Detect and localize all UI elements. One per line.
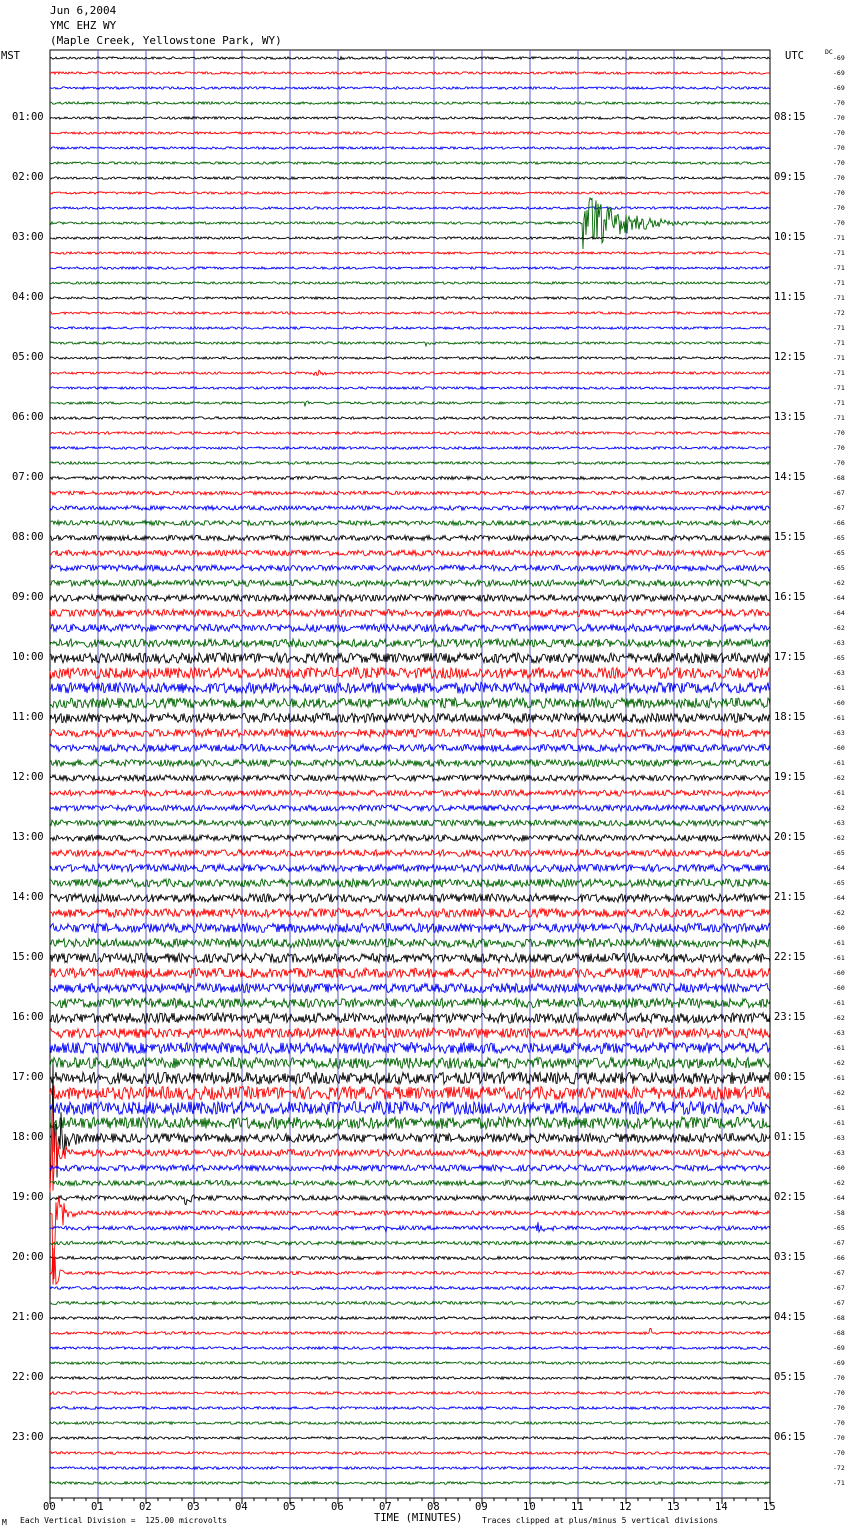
seismic-trace bbox=[50, 698, 770, 708]
seismic-trace bbox=[50, 805, 770, 811]
dc-offset-label: -71 bbox=[833, 249, 845, 257]
mst-hour-label: 05:00 bbox=[12, 351, 44, 363]
dc-offset-label: -72 bbox=[833, 1464, 845, 1472]
seismic-trace bbox=[50, 1392, 770, 1395]
utc-hour-label: 09:15 bbox=[774, 171, 806, 183]
seismic-trace bbox=[50, 653, 770, 663]
seismic-trace bbox=[50, 72, 770, 74]
dc-offset-label: -63 bbox=[833, 819, 845, 827]
seismic-trace bbox=[50, 850, 770, 857]
dc-offset-label: -70 bbox=[833, 459, 845, 467]
seismic-trace bbox=[50, 267, 770, 269]
seismic-trace bbox=[50, 237, 770, 239]
utc-hour-label: 11:15 bbox=[774, 291, 806, 303]
dc-offset-label: -71 bbox=[833, 354, 845, 362]
utc-hour-label: 00:15 bbox=[774, 1071, 806, 1083]
seismic-trace bbox=[50, 909, 770, 918]
seismic-trace bbox=[50, 744, 770, 751]
seismic-trace bbox=[50, 1302, 770, 1305]
seismic-trace bbox=[50, 864, 770, 871]
seismic-trace bbox=[50, 1072, 770, 1084]
scale-note: Each Vertical Division = 125.00 microvolts bbox=[20, 1516, 228, 1525]
utc-hour-label: 02:15 bbox=[774, 1191, 806, 1203]
dc-offset-label: -70 bbox=[833, 144, 845, 152]
seismic-trace bbox=[50, 1058, 770, 1069]
seismic-trace bbox=[50, 370, 770, 375]
dc-offset-label: -61 bbox=[833, 1119, 845, 1127]
x-tick-label: 09 bbox=[475, 1501, 488, 1513]
dc-offset-label: -63 bbox=[833, 1029, 845, 1037]
dc-offset-label: -60 bbox=[833, 969, 845, 977]
utc-hour-label: 12:15 bbox=[774, 351, 806, 363]
seismic-trace bbox=[50, 87, 770, 89]
x-tick-label: 05 bbox=[283, 1501, 296, 1513]
dc-offset-label: -60 bbox=[833, 924, 845, 932]
seismic-trace bbox=[50, 1180, 770, 1185]
utc-hour-label: 15:15 bbox=[774, 531, 806, 543]
seismic-trace bbox=[50, 1377, 770, 1380]
dc-offset-label: -71 bbox=[833, 324, 845, 332]
dc-offset-label: -67 bbox=[833, 504, 845, 512]
utc-hour-label: 20:15 bbox=[774, 831, 806, 843]
seismic-trace bbox=[50, 565, 770, 571]
dc-offset-label: -71 bbox=[833, 339, 845, 347]
seismic-trace bbox=[50, 57, 770, 60]
dc-offset-label: -72 bbox=[833, 309, 845, 317]
dc-offset-label: -61 bbox=[833, 1074, 845, 1082]
mst-hour-label: 20:00 bbox=[12, 1251, 44, 1263]
dc-offset-label: -70 bbox=[833, 1434, 845, 1442]
dc-offset-label: -61 bbox=[833, 789, 845, 797]
seismic-trace bbox=[50, 1482, 770, 1485]
x-tick-label: 08 bbox=[427, 1501, 440, 1513]
utc-hour-label: 16:15 bbox=[774, 591, 806, 603]
mst-hour-label: 21:00 bbox=[12, 1311, 44, 1323]
x-tick-label: 15 bbox=[763, 1501, 776, 1513]
seismic-trace bbox=[50, 102, 770, 104]
dc-offset-label: -71 bbox=[833, 414, 845, 422]
seismic-trace bbox=[50, 207, 770, 209]
dc-axis-title: DC bbox=[825, 48, 833, 56]
dc-offset-label: -70 bbox=[833, 1389, 845, 1397]
dc-offset-label: -70 bbox=[833, 114, 845, 122]
dc-offset-label: -69 bbox=[833, 69, 845, 77]
dc-offset-label: -61 bbox=[833, 999, 845, 1007]
dc-offset-label: -71 bbox=[833, 384, 845, 392]
seismic-trace bbox=[50, 1197, 770, 1285]
seismic-trace bbox=[50, 1222, 770, 1232]
dc-offset-label: -62 bbox=[833, 624, 845, 632]
seismic-trace bbox=[50, 491, 770, 495]
seismic-trace bbox=[50, 1256, 770, 1259]
seismic-trace bbox=[50, 790, 770, 796]
dc-offset-label: -62 bbox=[833, 1059, 845, 1067]
dc-offset-label: -60 bbox=[833, 744, 845, 752]
right-axis-title: UTC bbox=[785, 50, 804, 62]
dc-offset-label: -70 bbox=[833, 204, 845, 212]
mst-hour-label: 17:00 bbox=[12, 1071, 44, 1083]
seismic-trace bbox=[50, 1063, 770, 1177]
utc-hour-label: 23:15 bbox=[774, 1011, 806, 1023]
dc-offset-label: -61 bbox=[833, 684, 845, 692]
seismic-trace bbox=[50, 1452, 770, 1455]
seismic-trace bbox=[50, 1422, 770, 1425]
dc-offset-label: -68 bbox=[833, 1329, 845, 1337]
seismic-trace bbox=[50, 401, 770, 406]
dc-offset-label: -58 bbox=[833, 1209, 845, 1217]
seismic-trace bbox=[50, 282, 770, 284]
dc-offset-label: -64 bbox=[833, 609, 845, 617]
dc-offset-label: -69 bbox=[833, 1359, 845, 1367]
mst-hour-label: 22:00 bbox=[12, 1371, 44, 1383]
seismic-trace bbox=[50, 1467, 770, 1470]
dc-offset-label: -67 bbox=[833, 1239, 845, 1247]
mst-hour-label: 23:00 bbox=[12, 1431, 44, 1443]
dc-offset-label: -65 bbox=[833, 564, 845, 572]
header-date: Jun 6,2004 bbox=[50, 4, 117, 17]
x-tick-label: 11 bbox=[571, 1501, 584, 1513]
seismic-trace bbox=[50, 312, 770, 314]
seismic-trace bbox=[50, 1347, 770, 1350]
dc-offset-label: -70 bbox=[833, 174, 845, 182]
seismic-trace bbox=[50, 953, 770, 962]
utc-hour-label: 17:15 bbox=[774, 651, 806, 663]
seismic-trace bbox=[50, 713, 770, 723]
utc-hour-label: 13:15 bbox=[774, 411, 806, 423]
seismic-trace bbox=[50, 923, 770, 932]
seismic-trace bbox=[50, 1087, 770, 1100]
dc-offset-label: -61 bbox=[833, 1044, 845, 1052]
x-tick-label: 10 bbox=[523, 1501, 536, 1513]
seismic-trace bbox=[50, 820, 770, 826]
dc-offset-label: -61 bbox=[833, 714, 845, 722]
x-tick-label: 00 bbox=[43, 1501, 56, 1513]
dc-offset-label: -62 bbox=[833, 1014, 845, 1022]
dc-offset-label: -64 bbox=[833, 594, 845, 602]
footer-mark: M bbox=[2, 1518, 7, 1527]
dc-offset-label: -60 bbox=[833, 1164, 845, 1172]
dc-offset-label: -70 bbox=[833, 1419, 845, 1427]
seismic-trace bbox=[50, 297, 770, 299]
dc-offset-label: -67 bbox=[833, 1269, 845, 1277]
mst-hour-label: 13:00 bbox=[12, 831, 44, 843]
seismic-trace bbox=[50, 327, 770, 329]
dc-offset-label: -62 bbox=[833, 579, 845, 587]
header-location: (Maple Creek, Yellowstone Park, WY) bbox=[50, 34, 282, 47]
dc-offset-label: -71 bbox=[833, 279, 845, 287]
dc-offset-label: -71 bbox=[833, 399, 845, 407]
utc-hour-label: 22:15 bbox=[774, 951, 806, 963]
mst-hour-label: 01:00 bbox=[12, 111, 44, 123]
utc-hour-label: 21:15 bbox=[774, 891, 806, 903]
seismic-trace bbox=[50, 1013, 770, 1023]
dc-offset-label: -70 bbox=[833, 1449, 845, 1457]
seismic-trace bbox=[50, 1195, 770, 1205]
mst-hour-label: 04:00 bbox=[12, 291, 44, 303]
mst-hour-label: 12:00 bbox=[12, 771, 44, 783]
utc-hour-label: 18:15 bbox=[774, 711, 806, 723]
dc-offset-label: -65 bbox=[833, 849, 845, 857]
mst-hour-label: 03:00 bbox=[12, 231, 44, 243]
mst-hour-label: 10:00 bbox=[12, 651, 44, 663]
dc-offset-label: -62 bbox=[833, 1089, 845, 1097]
seismic-trace bbox=[50, 1102, 770, 1115]
utc-hour-label: 10:15 bbox=[774, 231, 806, 243]
dc-offset-label: -64 bbox=[833, 894, 845, 902]
seismic-trace bbox=[50, 609, 770, 616]
seismic-trace bbox=[50, 580, 770, 586]
dc-offset-label: -62 bbox=[833, 834, 845, 842]
seismic-trace bbox=[50, 357, 770, 359]
seismic-trace bbox=[50, 1407, 770, 1410]
dc-offset-label: -62 bbox=[833, 774, 845, 782]
dc-offset-label: -60 bbox=[833, 984, 845, 992]
dc-offset-label: -69 bbox=[833, 84, 845, 92]
dc-offset-label: -63 bbox=[833, 669, 845, 677]
seismic-trace bbox=[50, 521, 770, 526]
header-station: YMC EHZ WY bbox=[50, 19, 117, 32]
mst-hour-label: 06:00 bbox=[12, 411, 44, 423]
seismic-trace bbox=[50, 1248, 770, 1284]
seismic-trace bbox=[50, 879, 770, 887]
seismic-trace bbox=[50, 117, 770, 119]
dc-offset-label: -63 bbox=[833, 1134, 845, 1142]
seismic-trace bbox=[50, 252, 770, 254]
dc-offset-label: -65 bbox=[833, 534, 845, 542]
left-axis-title: MST bbox=[1, 50, 20, 62]
dc-offset-label: -71 bbox=[833, 294, 845, 302]
utc-hour-label: 05:15 bbox=[774, 1371, 806, 1383]
seismic-trace bbox=[50, 342, 770, 346]
x-tick-label: 12 bbox=[619, 1501, 632, 1513]
seismic-trace bbox=[50, 894, 770, 902]
seismic-trace bbox=[50, 147, 770, 149]
mst-hour-label: 18:00 bbox=[12, 1131, 44, 1143]
mst-hour-label: 02:00 bbox=[12, 171, 44, 183]
seismic-trace bbox=[50, 1165, 770, 1171]
dc-offset-label: -61 bbox=[833, 1104, 845, 1112]
utc-hour-label: 14:15 bbox=[774, 471, 806, 483]
seismic-trace bbox=[50, 1117, 770, 1129]
seismic-trace bbox=[50, 1437, 770, 1440]
dc-offset-label: -65 bbox=[833, 654, 845, 662]
seismic-trace bbox=[50, 775, 770, 781]
x-tick-label: 06 bbox=[331, 1501, 344, 1513]
utc-hour-label: 06:15 bbox=[774, 1431, 806, 1443]
dc-offset-label: -64 bbox=[833, 1194, 845, 1202]
seismic-trace bbox=[50, 1317, 770, 1320]
seismic-trace bbox=[50, 1028, 770, 1038]
seismic-trace bbox=[50, 668, 770, 679]
dc-offset-label: -61 bbox=[833, 939, 845, 947]
utc-hour-label: 03:15 bbox=[774, 1251, 806, 1263]
dc-offset-label: -63 bbox=[833, 729, 845, 737]
seismic-trace bbox=[50, 1043, 770, 1054]
utc-hour-label: 08:15 bbox=[774, 111, 806, 123]
seismic-trace bbox=[50, 417, 770, 420]
dc-offset-label: -62 bbox=[833, 909, 845, 917]
dc-offset-label: -70 bbox=[833, 99, 845, 107]
mst-hour-label: 11:00 bbox=[12, 711, 44, 723]
dc-offset-label: -65 bbox=[833, 879, 845, 887]
dc-offset-label: -71 bbox=[833, 1479, 845, 1487]
dc-offset-label: -71 bbox=[833, 234, 845, 242]
utc-hour-label: 04:15 bbox=[774, 1311, 806, 1323]
seismic-trace bbox=[50, 639, 770, 647]
dc-offset-label: -70 bbox=[833, 189, 845, 197]
seismic-trace bbox=[50, 550, 770, 556]
seismic-trace bbox=[50, 476, 770, 479]
dc-offset-label: -62 bbox=[833, 1179, 845, 1187]
dc-offset-label: -65 bbox=[833, 1224, 845, 1232]
clip-note: Traces clipped at plus/minus 5 vertical divisions bbox=[482, 1516, 719, 1525]
seismic-trace bbox=[50, 835, 770, 841]
seismic-trace bbox=[50, 760, 770, 767]
x-tick-label: 04 bbox=[235, 1501, 248, 1513]
dc-offset-label: -66 bbox=[833, 519, 845, 527]
dc-offset-label: -60 bbox=[833, 699, 845, 707]
mst-hour-label: 15:00 bbox=[12, 951, 44, 963]
dc-offset-label: -62 bbox=[833, 804, 845, 812]
seismic-trace bbox=[50, 432, 770, 435]
seismic-trace bbox=[50, 162, 770, 164]
x-tick-label: 02 bbox=[139, 1501, 152, 1513]
dc-offset-label: -63 bbox=[833, 639, 845, 647]
seismic-trace bbox=[50, 462, 770, 465]
seismic-trace bbox=[50, 683, 770, 694]
mst-hour-label: 08:00 bbox=[12, 531, 44, 543]
utc-hour-label: 01:15 bbox=[774, 1131, 806, 1143]
seismic-trace bbox=[50, 595, 770, 602]
seismic-trace bbox=[50, 939, 770, 948]
x-tick-label: 13 bbox=[667, 1501, 680, 1513]
seismic-trace bbox=[50, 983, 770, 992]
dc-offset-label: -69 bbox=[833, 1344, 845, 1352]
dc-offset-label: -66 bbox=[833, 1254, 845, 1262]
x-tick-label: 01 bbox=[91, 1501, 104, 1513]
seismic-trace bbox=[50, 192, 770, 194]
seismic-trace bbox=[50, 387, 770, 389]
seismic-trace bbox=[50, 1328, 770, 1334]
mst-hour-label: 07:00 bbox=[12, 471, 44, 483]
dc-offset-label: -65 bbox=[833, 549, 845, 557]
dc-offset-label: -67 bbox=[833, 1284, 845, 1292]
seismic-trace bbox=[50, 1362, 770, 1365]
dc-offset-label: -70 bbox=[833, 219, 845, 227]
seismic-trace bbox=[50, 998, 770, 1008]
mst-hour-label: 14:00 bbox=[12, 891, 44, 903]
dc-offset-label: -70 bbox=[833, 159, 845, 167]
seismic-trace bbox=[50, 447, 770, 450]
x-tick-label: 14 bbox=[715, 1501, 728, 1513]
dc-offset-label: -70 bbox=[833, 1404, 845, 1412]
dc-offset-label: -71 bbox=[833, 264, 845, 272]
mst-hour-label: 19:00 bbox=[12, 1191, 44, 1203]
seismic-trace bbox=[50, 177, 770, 179]
seismic-trace bbox=[50, 535, 770, 540]
x-axis-title: TIME (MINUTES) bbox=[374, 1512, 463, 1524]
dc-offset-label: -69 bbox=[833, 54, 845, 62]
seismic-trace bbox=[50, 132, 770, 134]
seismic-trace bbox=[50, 968, 770, 978]
seismic-trace bbox=[50, 1241, 770, 1245]
x-tick-label: 07 bbox=[379, 1501, 392, 1513]
dc-offset-label: -70 bbox=[833, 429, 845, 437]
x-tick-label: 03 bbox=[187, 1501, 200, 1513]
mst-hour-label: 16:00 bbox=[12, 1011, 44, 1023]
seismic-trace bbox=[50, 1287, 770, 1290]
dc-offset-label: -70 bbox=[833, 1374, 845, 1382]
dc-offset-label: -71 bbox=[833, 369, 845, 377]
dc-offset-label: -67 bbox=[833, 489, 845, 497]
utc-hour-label: 19:15 bbox=[774, 771, 806, 783]
dc-offset-label: -68 bbox=[833, 474, 845, 482]
dc-offset-label: -63 bbox=[833, 1149, 845, 1157]
seismic-trace bbox=[50, 729, 770, 737]
mst-hour-label: 09:00 bbox=[12, 591, 44, 603]
seismic-trace bbox=[50, 198, 770, 249]
dc-offset-label: -68 bbox=[833, 1314, 845, 1322]
seismic-trace bbox=[50, 506, 770, 510]
dc-offset-label: -70 bbox=[833, 129, 845, 137]
dc-offset-label: -67 bbox=[833, 1299, 845, 1307]
dc-offset-label: -61 bbox=[833, 954, 845, 962]
dc-offset-label: -64 bbox=[833, 864, 845, 872]
dc-offset-label: -70 bbox=[833, 444, 845, 452]
dc-offset-label: -61 bbox=[833, 759, 845, 767]
seismic-trace bbox=[50, 624, 770, 632]
